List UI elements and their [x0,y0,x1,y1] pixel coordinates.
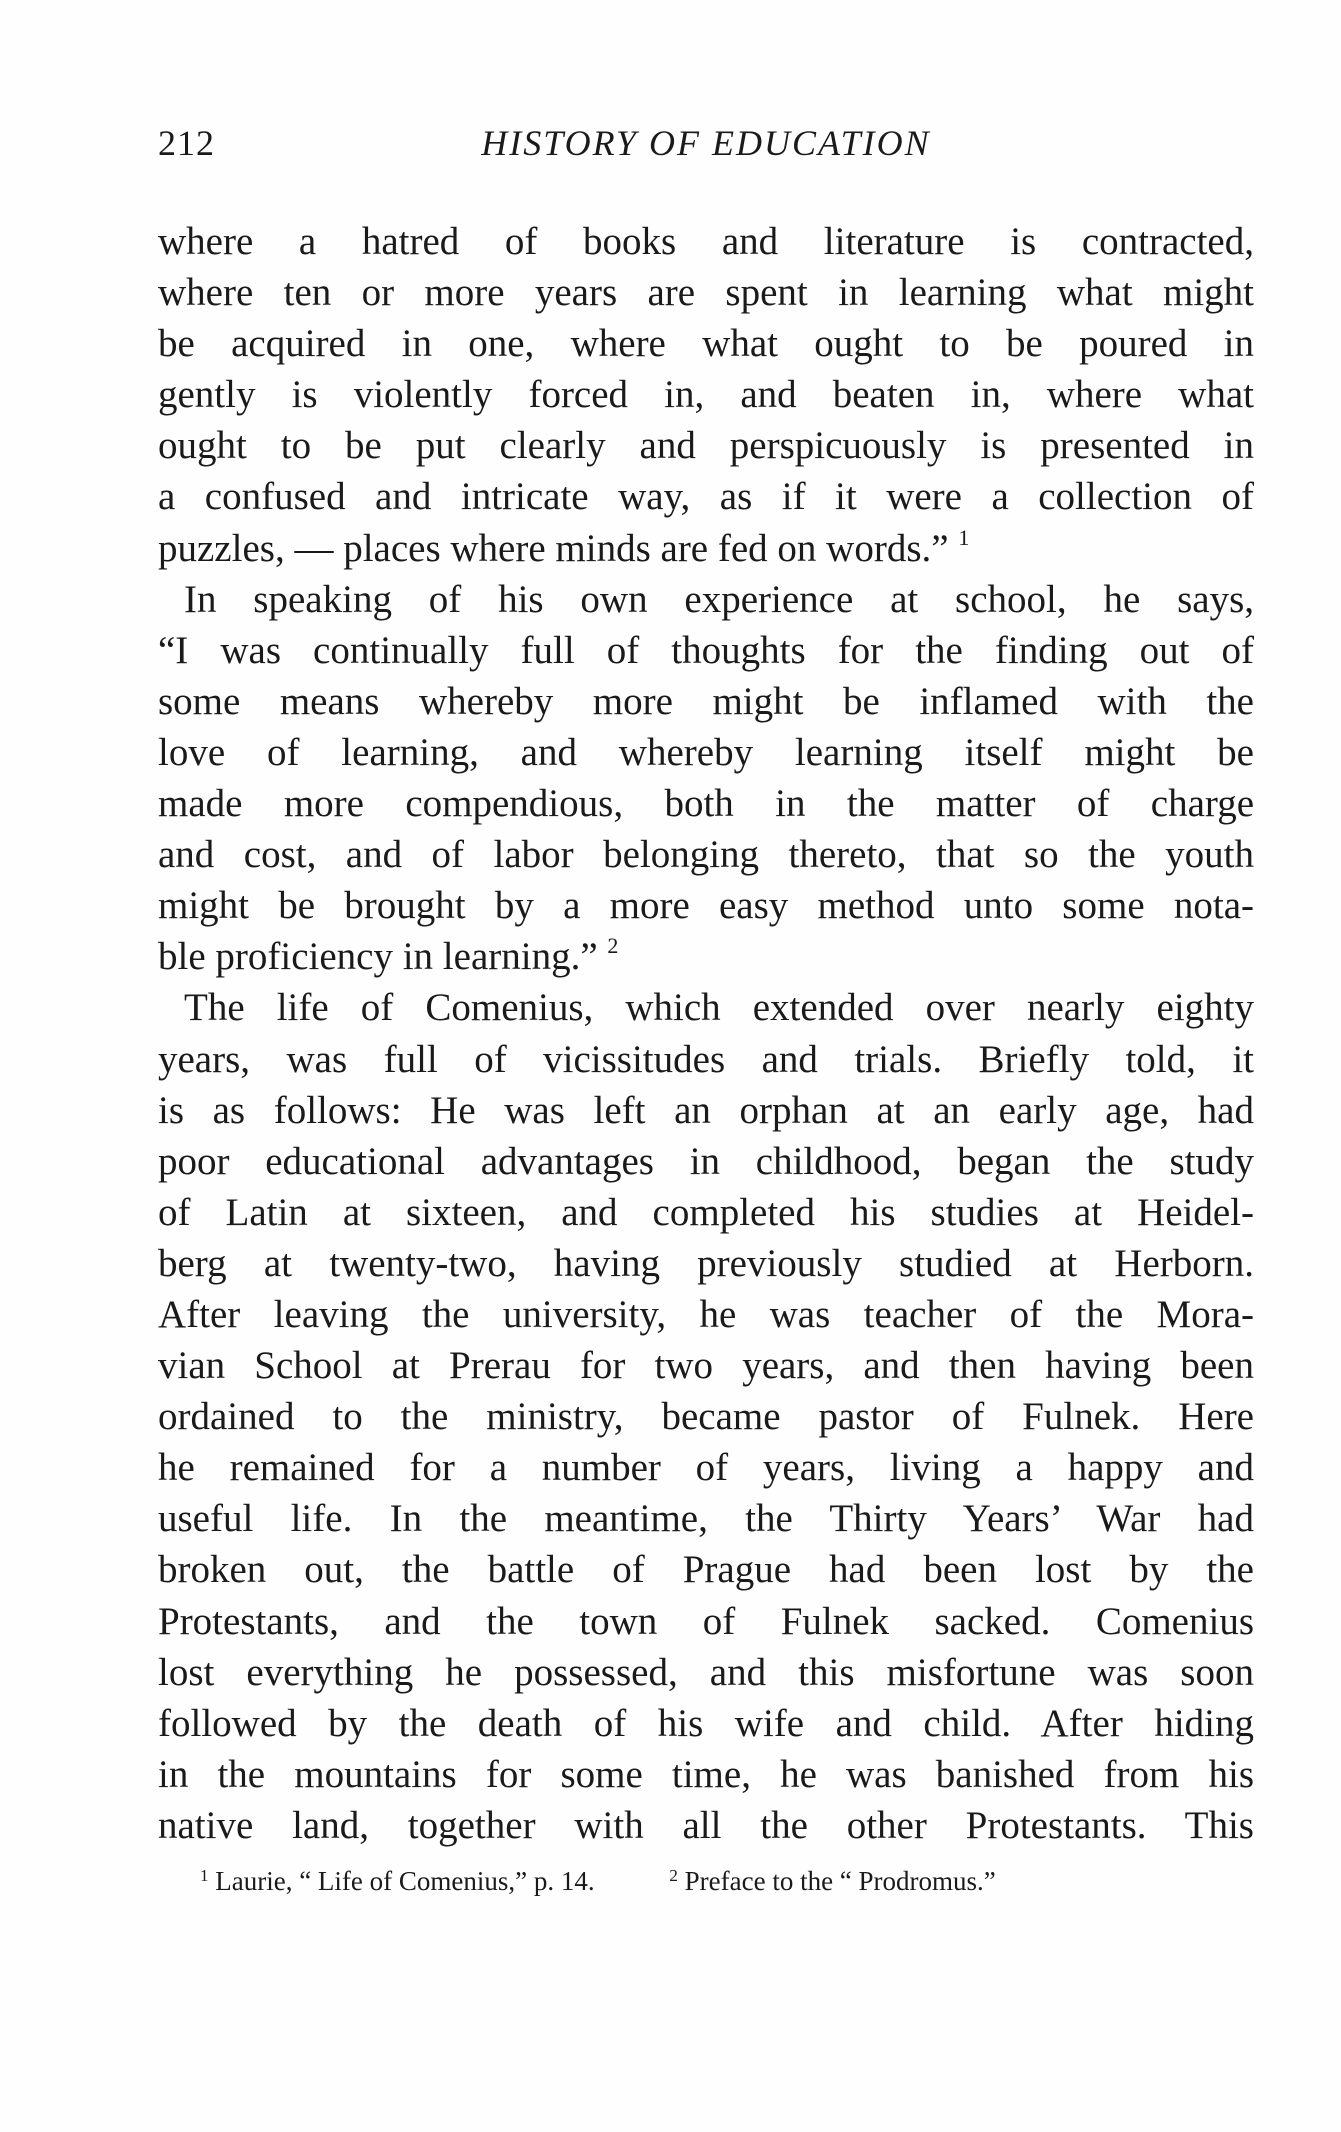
text-line: poor educational advantages in childhood, began the study [158,1139,1254,1183]
footnote-ref: 1 [958,524,970,550]
text-line: gently is violently forced in, and beaten in, where what [158,373,1254,417]
text-line: In speaking of his own experience at school, he says, [184,577,1254,621]
text-line: ordained to the ministry, became pastor of Fulnek. Here [158,1395,1254,1439]
line-text: puzzles, — places where minds are fed on words.” [158,526,949,570]
text-line: might be brought by a more easy method unto some nota- [158,884,1254,928]
text-line: some means whereby more might be inflamed with the [158,679,1254,723]
text-line: “I was continually full of thoughts for the finding out of [158,628,1254,672]
text-line: is as follows: He was left an orphan at an early age, had [158,1088,1254,1132]
footnote-mark: 1 [200,1866,209,1885]
text-line: where ten or more years are spent in learning what might [158,271,1254,315]
footnote-text: Preface to the “ Prodromus.” [684,1866,996,1896]
text-line: love of learning, and whereby learning itself might be [158,730,1254,774]
line-text: ble proficiency in learning.” [158,935,598,979]
text-line: years, was full of vicissitudes and trials. Briefly told, it [158,1037,1254,1081]
footnote-2 [669,1866,995,1897]
text-line: After leaving the university, he was teacher of the Mora- [158,1292,1254,1336]
text-line: and cost, and of labor belonging thereto, that so the youth [158,833,1254,877]
text-line: vian School at Prerau for two years, and then having been [158,1344,1254,1388]
text-line: broken out, the battle of Prague had been lost by the [158,1548,1254,1592]
text-line: Protestants, and the town of Fulnek sacked. Comenius [158,1599,1254,1643]
text-line [158,931,1254,982]
text-line: followed by the death of his wife and child. After hiding [158,1701,1254,1745]
text-line: where a hatred of books and literature is contracted, [158,220,1254,263]
page-body [158,216,1254,1851]
text-line: be acquired in one, where what ought to be poured in [158,322,1254,366]
page-number: 212 [158,123,215,163]
text-line: a confused and intricate way, as if it were a collection of [158,475,1254,519]
text-line: lost everything he possessed, and this misfortune was soon [158,1650,1254,1694]
text-line: native land, together with all the other Protestants. This [158,1803,1254,1847]
footnotes [200,1866,1240,1897]
text-line: berg at twenty-two, having previously studied at Herborn. [158,1241,1254,1285]
footnote-1 [200,1866,595,1897]
text-line: of Latin at sixteen, and completed his studies at Heidel- [158,1190,1254,1234]
text-line: ought to be put clearly and perspicuously is presented in [158,424,1254,468]
footnote-text: Laurie, “ Life of Comenius,” p. 14. [215,1866,595,1896]
running-header [158,122,1254,172]
footnote-ref: 2 [607,933,619,959]
running-title: HISTORY OF EDUCATION [481,123,931,163]
text-line: made more compendious, both in the matter of charge [158,782,1254,826]
text-line: The life of Comenius, which extended over nearly eighty [184,986,1254,1030]
footnote-mark: 2 [669,1866,678,1885]
text-line: he remained for a number of years, living a happy and [158,1446,1254,1490]
text-line: useful life. In the meantime, the Thirty Years’ War had [158,1497,1254,1541]
text-line [158,523,1254,574]
text-line: in the mountains for some time, he was banished from his [158,1752,1254,1796]
